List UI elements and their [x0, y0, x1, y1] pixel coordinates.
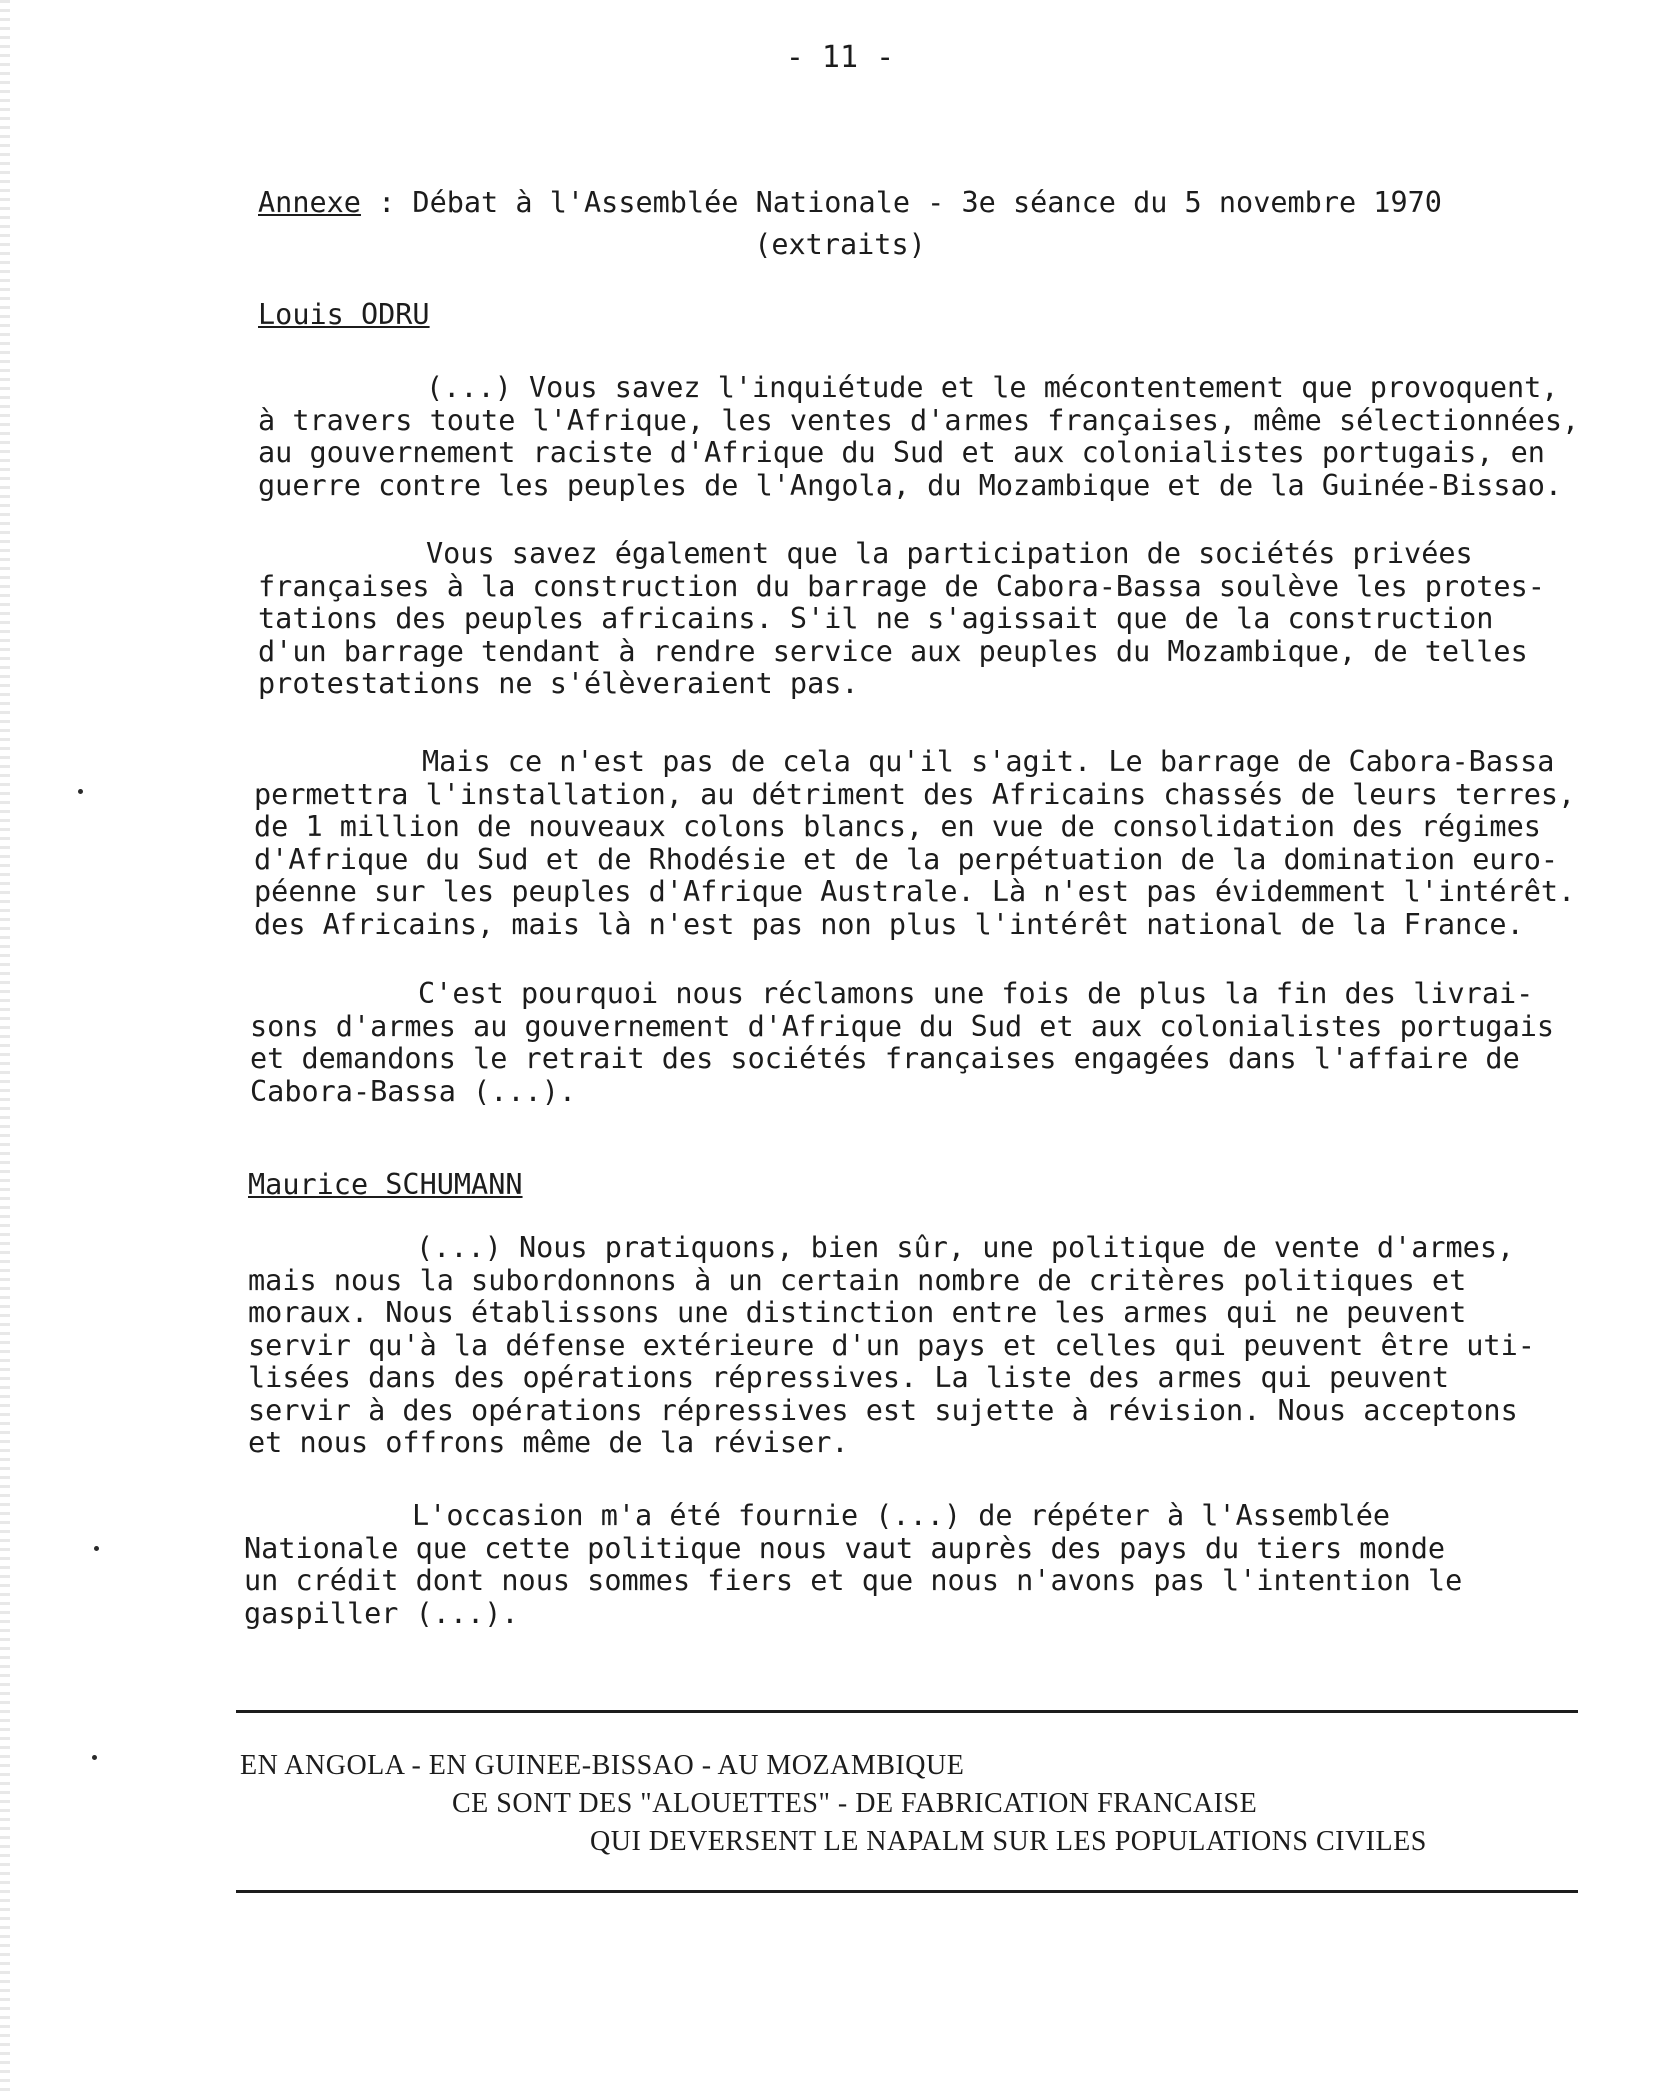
banner-line-3: QUI DEVERSENT LE NAPALM SUR LES POPULATIONS CIVILES [590, 1826, 1427, 1857]
paragraph-line: permettra l'installation, au détriment des Africains chassés de leurs terres, [254, 778, 1576, 811]
paragraph-line: C'est pourquoi nous réclamons une fois de plus la fin des livrai- [418, 978, 1534, 1010]
paragraph [244, 1500, 1594, 1630]
scan-speck [78, 789, 83, 794]
paragraph-line: Cabora-Bassa (...). [250, 1075, 577, 1108]
paragraph-line: (...) Nous pratiquons, bien sûr, une politique de vente d'armes, [416, 1232, 1515, 1264]
paragraph-line: de 1 million de nouveaux colons blancs, en vue de consolidation des régimes [254, 811, 1541, 843]
annex-label: Annexe [258, 186, 361, 219]
paragraph-line: Nationale que cette politique nous vaut auprès des pays du tiers monde [244, 1532, 1446, 1565]
paragraph-line: d'Afrique du Sud et de Rhodésie et de la perpétuation de la domination euro- [254, 843, 1559, 876]
paragraph-line: L'occasion m'a été fournie (...) de répéter à l'Assemblée [412, 1500, 1391, 1532]
paragraph [254, 746, 1604, 941]
paragraph-line: tations des peuples africains. S'il ne s'agissait que de la construction [258, 603, 1494, 635]
paragraph-line: mais nous la subordonnons à un certain nombre de critères politiques et [248, 1264, 1467, 1297]
speaker-name: Louis ODRU [258, 298, 430, 331]
paragraph-line: lisées dans des opérations répressives. La liste des armes qui peuvent [248, 1362, 1450, 1394]
scan-edge-artifact [0, 0, 10, 2096]
annex-subtitle: (extraits) [754, 228, 926, 261]
paragraph-line: des Africains, mais là n'est pas non plus l'intérêt national de la France. [254, 908, 1524, 941]
banner-line-1: EN ANGOLA - EN GUINEE-BISSAO - AU MOZAMBIQUE [240, 1750, 965, 1781]
speaker-name: Maurice SCHUMANN [248, 1168, 523, 1201]
page-number: - 11 - [785, 40, 895, 75]
paragraph-line: au gouvernement raciste d'Afrique du Sud et aux colonialistes portugais, en [258, 437, 1545, 469]
paragraph-line: à travers toute l'Afrique, les ventes d'armes françaises, même sélectionnées, [258, 404, 1580, 437]
paragraph-line: péenne sur les peuples d'Afrique Australe. Là n'est pas évidemment l'intérêt. [254, 876, 1576, 908]
paragraph-line: servir à des opérations répressives est sujette à révision. Nous acceptons [248, 1394, 1518, 1427]
annex-title: : Débat à l'Assemblée Nationale - 3e séance du 5 novembre 1970 [360, 186, 1442, 219]
paragraph-line: et demandons le retrait des sociétés françaises engagées dans l'affaire de [250, 1043, 1520, 1075]
top-rule [236, 1710, 1578, 1713]
scan-speck [94, 1546, 99, 1551]
annex-heading [258, 182, 1518, 224]
paragraph-line: (...) Vous savez l'inquiétude et le mécontentement que provoquent, [426, 372, 1559, 404]
paragraph-line: d'un barrage tendant à rendre service aux peuples du Mozambique, de telles [258, 635, 1528, 668]
paragraph-line: sons d'armes au gouvernement d'Afrique du Sud et aux colonialistes portugais [250, 1010, 1555, 1043]
paragraph-line: protestations ne s'élèveraient pas. [258, 668, 859, 700]
paragraph [248, 1232, 1598, 1460]
paragraph [250, 978, 1604, 1108]
paragraph-line: guerre contre les peuples de l'Angola, du Mozambique et de la Guinée-Bissao. [258, 469, 1563, 502]
paragraph-line: un crédit dont nous sommes fiers et que nous n'avons pas l'intention le [244, 1565, 1463, 1597]
paragraph [258, 372, 1604, 502]
paragraph-line: Mais ce n'est pas de cela qu'il s'agit. Le barrage de Cabora-Bassa [422, 746, 1555, 778]
paragraph [258, 538, 1598, 701]
paragraph-line: Vous savez également que la participation de sociétés privées [426, 538, 1473, 570]
paragraph-line: françaises à la construction du barrage de Cabora-Bassa soulève les protes- [258, 570, 1545, 603]
bottom-rule [236, 1890, 1578, 1893]
paragraph-line: moraux. Nous établissons une distinction entre les armes qui ne peuvent [248, 1297, 1467, 1329]
paragraph-line: gaspiller (...). [244, 1597, 519, 1630]
banner-line-2: CE SONT DES "ALOUETTES" - DE FABRICATION FRANCAISE [452, 1788, 1258, 1819]
paragraph-line: servir qu'à la défense extérieure d'un pays et celles qui peuvent être uti- [248, 1329, 1535, 1362]
paragraph-line: et nous offrons même de la réviser. [248, 1427, 849, 1459]
scan-speck [92, 1755, 97, 1760]
